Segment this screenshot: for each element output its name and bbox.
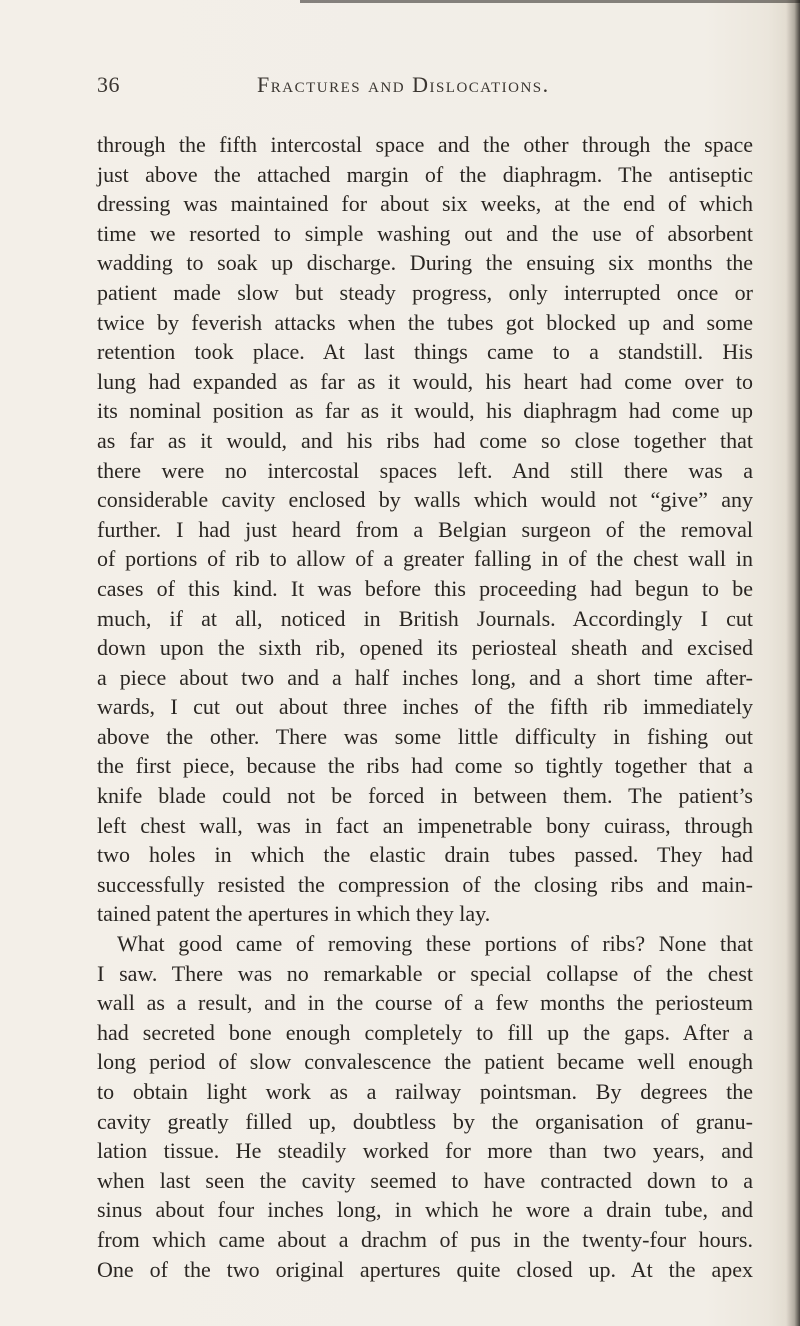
text-line: left chest wall, was in fact an impenetrable bony cuirass, through bbox=[97, 812, 753, 838]
text-line: time we resorted to simple washing out and the use of absorbent bbox=[97, 220, 753, 246]
text-line: further. I had just heard from a Belgian surgeon of the removal bbox=[97, 516, 753, 542]
text-line: above the other. There was some little difficulty in fishing out bbox=[97, 723, 753, 749]
text-line: just above the attached margin of the diaphragm. The antiseptic bbox=[97, 161, 753, 187]
text-line: a piece about two and a half inches long, and a short time after- bbox=[97, 664, 753, 690]
text-line: twice by feverish attacks when the tubes got blocked up and some bbox=[97, 309, 753, 335]
text-line: down upon the sixth rib, opened its periosteal sheath and excised bbox=[97, 635, 753, 661]
running-title: Fractures and Dislocations. bbox=[257, 72, 550, 97]
text-line: cases of this kind. It was before this proceeding had begun to be bbox=[97, 575, 753, 601]
paragraph-last-line: tained patent the apertures in which they lay. bbox=[97, 901, 491, 927]
text-line: when last seen the cavity seemed to have contracted down to a bbox=[97, 1167, 753, 1193]
text-line: knife blade could not be forced in between them. The patient’s bbox=[97, 783, 753, 809]
running-head bbox=[97, 72, 747, 102]
text-line: through the fifth intercostal space and the other through the space bbox=[97, 132, 753, 157]
paragraph-first-line: What good came of removing these portions of ribs? None that bbox=[117, 931, 753, 957]
text-line: wards, I cut out about three inches of the fifth rib immediately bbox=[97, 694, 753, 720]
body-text bbox=[97, 130, 753, 1284]
text-line: had secreted bone enough completely to fill up the gaps. After a bbox=[97, 1019, 753, 1045]
text-line: considerable cavity enclosed by walls which would not “give” any bbox=[97, 487, 753, 513]
text-line: One of the two original apertures quite closed up. At the apex bbox=[97, 1256, 753, 1282]
text-line: sinus about four inches long, in which he wore a drain tube, and bbox=[97, 1197, 753, 1223]
page-top-edge bbox=[300, 0, 800, 3]
page-number: 36 bbox=[97, 72, 120, 97]
text-line: from which came about a drachm of pus in the twenty-four hours. bbox=[97, 1226, 753, 1252]
text-line: of portions of rib to allow of a greater falling in of the chest wall in bbox=[97, 546, 753, 572]
text-line: to obtain light work as a railway pointsman. By degrees the bbox=[97, 1079, 753, 1104]
text-line: wadding to soak up discharge. During the ensuing six months the bbox=[97, 250, 753, 276]
text-line: two holes in which the elastic drain tubes passed. They had bbox=[97, 842, 753, 868]
page-edge-shadow bbox=[786, 0, 800, 1326]
text-line: dressing was maintained for about six weeks, at the end of which bbox=[97, 191, 753, 217]
text-line: cavity greatly filled up, doubtless by the organisation of granu- bbox=[97, 1108, 753, 1134]
text-line: lung had expanded as far as it would, his heart had come over to bbox=[97, 368, 753, 394]
text-line: its nominal position as far as it would, his diaphragm had come up bbox=[97, 398, 753, 424]
text-line: lation tissue. He steadily worked for more than two years, and bbox=[97, 1138, 753, 1164]
text-line: there were no intercostal spaces left. And still there was a bbox=[97, 457, 753, 483]
text-line: long period of slow convalescence the patient became well enough bbox=[97, 1049, 753, 1075]
text-line: wall as a result, and in the course of a few months the periosteum bbox=[97, 990, 753, 1016]
text-line: as far as it would, and his ribs had come so close together that bbox=[97, 427, 753, 453]
text-line: much, if at all, noticed in British Journals. Accordingly I cut bbox=[97, 605, 753, 631]
text-line: patient made slow but steady progress, only interrupted once or bbox=[97, 279, 753, 305]
text-line: successfully resisted the compression of the closing ribs and main- bbox=[97, 871, 753, 897]
text-line: I saw. There was no remarkable or special collapse of the chest bbox=[97, 960, 753, 986]
text-line: the first piece, because the ribs had come so tightly together that a bbox=[97, 753, 753, 779]
text-line: retention took place. At last things came to a standstill. His bbox=[97, 339, 753, 365]
